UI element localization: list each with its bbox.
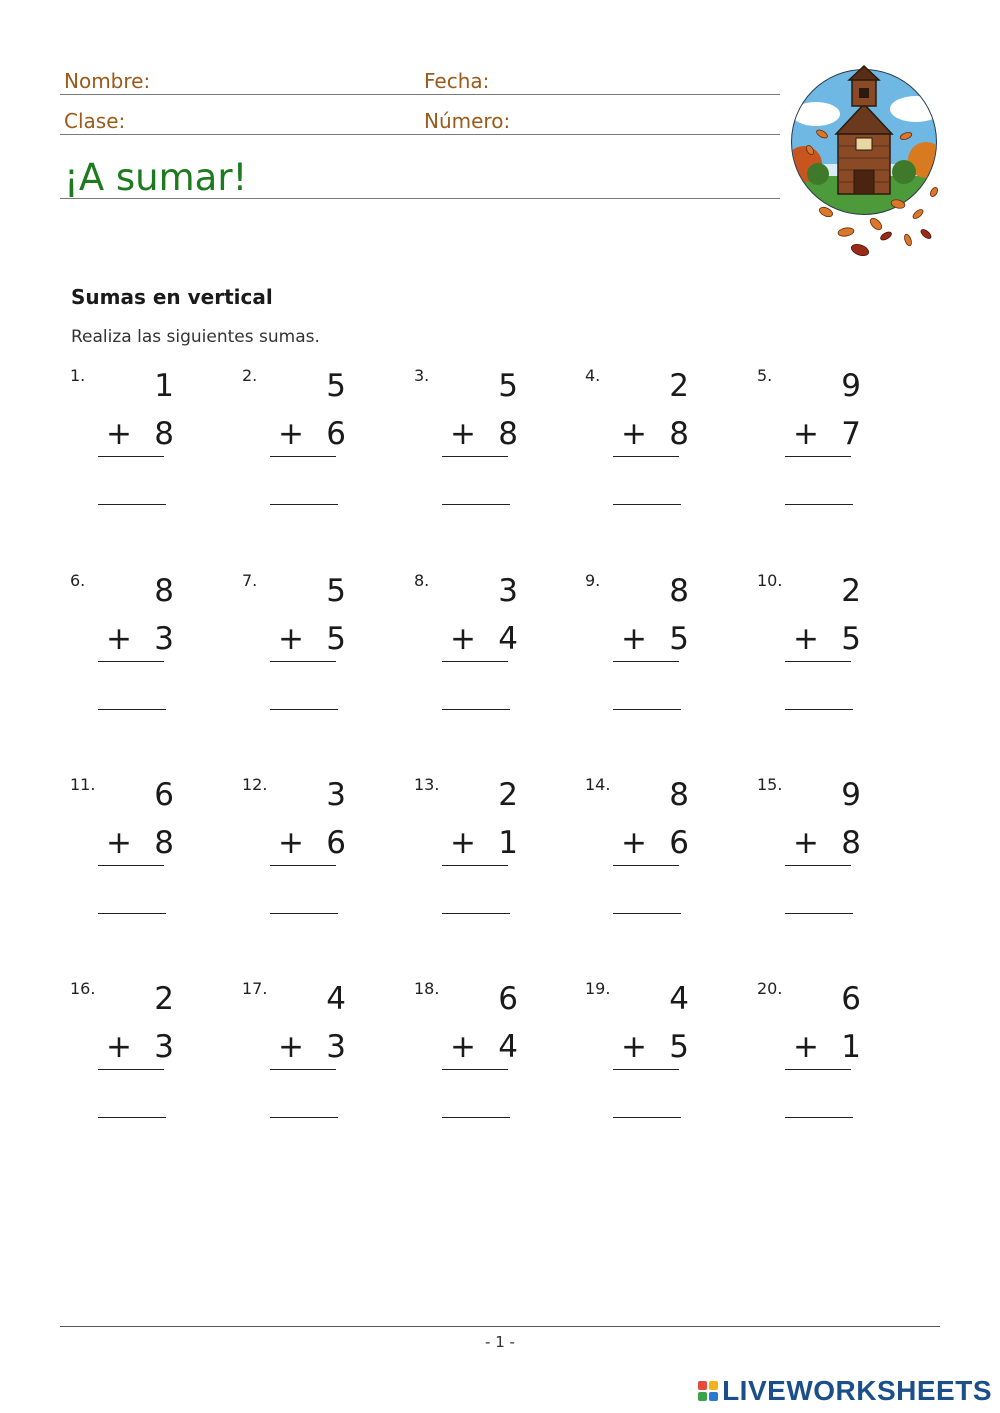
- second-addend: 3: [154, 621, 174, 657]
- second-addend-row: [793, 621, 861, 657]
- first-addend: 6: [498, 981, 518, 1017]
- second-addend: 8: [154, 825, 174, 861]
- second-addend: 8: [841, 825, 861, 861]
- plus-sign: +: [450, 1029, 476, 1065]
- second-addend-row: [106, 416, 174, 452]
- answer-blank[interactable]: [785, 913, 853, 914]
- problem-number: 4.: [585, 366, 601, 385]
- clase-numero-row: [60, 100, 780, 135]
- plus-sign: +: [793, 1029, 819, 1065]
- logo-grid-icon: [698, 1381, 718, 1401]
- answer-blank[interactable]: [613, 709, 681, 710]
- worksheet-title: ¡A sumar!: [64, 156, 248, 199]
- plus-sign: +: [106, 416, 132, 452]
- plus-sign: +: [278, 621, 304, 657]
- sum-line: [98, 456, 164, 457]
- problem-number: 2.: [242, 366, 258, 385]
- plus-sign: +: [278, 825, 304, 861]
- answer-blank[interactable]: [270, 504, 338, 505]
- second-addend-row: [621, 621, 689, 657]
- first-addend: 6: [154, 777, 174, 813]
- answer-blank[interactable]: [785, 504, 853, 505]
- first-addend: 8: [669, 573, 689, 609]
- second-addend-row: [450, 825, 518, 861]
- first-addend: 3: [498, 573, 518, 609]
- fecha-label: Fecha:: [424, 69, 490, 93]
- second-addend: 5: [841, 621, 861, 657]
- plus-sign: +: [621, 825, 647, 861]
- answer-blank[interactable]: [785, 709, 853, 710]
- liveworksheets-logo: [698, 1375, 992, 1407]
- problem-2: [242, 366, 346, 526]
- page-number: - 1 -: [485, 1333, 515, 1351]
- footer-divider: [60, 1326, 940, 1327]
- problem-19: [585, 979, 689, 1139]
- first-addend: 4: [669, 981, 689, 1017]
- problem-9: [585, 571, 689, 731]
- sum-line: [442, 865, 508, 866]
- second-addend-row: [106, 1029, 174, 1065]
- problem-number: 1.: [70, 366, 86, 385]
- problem-number: 19.: [585, 979, 611, 998]
- answer-blank[interactable]: [785, 1117, 853, 1118]
- second-addend: 7: [841, 416, 861, 452]
- problem-20: [757, 979, 861, 1139]
- problem-number: 16.: [70, 979, 96, 998]
- problem-3: [414, 366, 518, 526]
- second-addend-row: [106, 621, 174, 657]
- second-addend: 8: [498, 416, 518, 452]
- second-addend-row: [278, 416, 346, 452]
- sum-line: [613, 456, 679, 457]
- plus-sign: +: [621, 1029, 647, 1065]
- first-addend: 1: [154, 368, 174, 404]
- plus-sign: +: [450, 825, 476, 861]
- problem-8: [414, 571, 518, 731]
- problem-number: 20.: [757, 979, 783, 998]
- answer-blank[interactable]: [613, 913, 681, 914]
- second-addend-row: [621, 825, 689, 861]
- problem-6: [70, 571, 174, 731]
- second-addend: 6: [326, 825, 346, 861]
- first-addend: 4: [326, 981, 346, 1017]
- plus-sign: +: [793, 621, 819, 657]
- first-addend: 2: [154, 981, 174, 1017]
- second-addend-row: [278, 621, 346, 657]
- sum-line: [785, 661, 851, 662]
- second-addend-row: [793, 416, 861, 452]
- answer-blank[interactable]: [442, 709, 510, 710]
- first-addend: 2: [669, 368, 689, 404]
- second-addend-row: [793, 1029, 861, 1065]
- problem-number: 12.: [242, 775, 268, 794]
- sum-line: [613, 1069, 679, 1070]
- answer-blank[interactable]: [270, 1117, 338, 1118]
- second-addend: 8: [154, 416, 174, 452]
- answer-blank[interactable]: [98, 709, 166, 710]
- problem-number: 9.: [585, 571, 601, 590]
- sum-line: [785, 1069, 851, 1070]
- problem-16: [70, 979, 174, 1139]
- answer-blank[interactable]: [270, 709, 338, 710]
- problem-number: 3.: [414, 366, 430, 385]
- sum-line: [442, 456, 508, 457]
- problem-number: 10.: [757, 571, 783, 590]
- second-addend: 1: [841, 1029, 861, 1065]
- answer-blank[interactable]: [442, 913, 510, 914]
- problem-number: 13.: [414, 775, 440, 794]
- first-addend: 2: [498, 777, 518, 813]
- sum-line: [785, 865, 851, 866]
- nombre-label: Nombre:: [64, 69, 151, 93]
- clase-label: Clase:: [64, 109, 126, 133]
- plus-sign: +: [278, 1029, 304, 1065]
- schoolhouse-autumn-icon: [786, 64, 946, 264]
- problem-11: [70, 775, 174, 935]
- first-addend: 9: [841, 368, 861, 404]
- sum-line: [442, 1069, 508, 1070]
- problem-number: 17.: [242, 979, 268, 998]
- second-addend: 5: [669, 621, 689, 657]
- second-addend: 5: [669, 1029, 689, 1065]
- nombre-fecha-row: [60, 60, 780, 95]
- problem-number: 8.: [414, 571, 430, 590]
- problem-7: [242, 571, 346, 731]
- second-addend: 1: [498, 825, 518, 861]
- first-addend: 8: [154, 573, 174, 609]
- plus-sign: +: [450, 621, 476, 657]
- answer-blank[interactable]: [98, 913, 166, 914]
- problem-14: [585, 775, 689, 935]
- problem-15: [757, 775, 861, 935]
- second-addend-row: [106, 825, 174, 861]
- sum-line: [785, 456, 851, 457]
- answer-blank[interactable]: [613, 1117, 681, 1118]
- first-addend: 5: [326, 573, 346, 609]
- problem-number: 7.: [242, 571, 258, 590]
- answer-blank[interactable]: [613, 504, 681, 505]
- second-addend: 5: [326, 621, 346, 657]
- plus-sign: +: [106, 621, 132, 657]
- sum-line: [613, 661, 679, 662]
- sum-line: [98, 661, 164, 662]
- answer-blank[interactable]: [442, 1117, 510, 1118]
- sum-line: [613, 865, 679, 866]
- second-addend: 4: [498, 1029, 518, 1065]
- second-addend: 4: [498, 621, 518, 657]
- sum-line: [270, 456, 336, 457]
- sum-line: [98, 1069, 164, 1070]
- sum-line: [98, 865, 164, 866]
- first-addend: 9: [841, 777, 861, 813]
- problem-12: [242, 775, 346, 935]
- section-title: Sumas en vertical: [71, 285, 273, 309]
- answer-blank[interactable]: [270, 913, 338, 914]
- problem-number: 18.: [414, 979, 440, 998]
- answer-blank[interactable]: [442, 504, 510, 505]
- first-addend: 5: [326, 368, 346, 404]
- problem-1: [70, 366, 174, 526]
- problem-17: [242, 979, 346, 1139]
- problem-18: [414, 979, 518, 1139]
- problem-number: 5.: [757, 366, 773, 385]
- first-addend: 8: [669, 777, 689, 813]
- first-addend: 5: [498, 368, 518, 404]
- second-addend-row: [621, 416, 689, 452]
- instructions: Realiza las siguientes sumas.: [71, 327, 320, 347]
- first-addend: 2: [841, 573, 861, 609]
- second-addend-row: [621, 1029, 689, 1065]
- second-addend: 6: [669, 825, 689, 861]
- plus-sign: +: [450, 416, 476, 452]
- second-addend: 3: [154, 1029, 174, 1065]
- plus-sign: +: [106, 1029, 132, 1065]
- problem-5: [757, 366, 861, 526]
- second-addend-row: [278, 825, 346, 861]
- sum-line: [442, 661, 508, 662]
- plus-sign: +: [278, 416, 304, 452]
- second-addend: 6: [326, 416, 346, 452]
- second-addend-row: [450, 1029, 518, 1065]
- sum-line: [270, 661, 336, 662]
- second-addend-row: [450, 621, 518, 657]
- brand-text: LIVEWORKSHEETS: [722, 1375, 992, 1406]
- problem-number: 11.: [70, 775, 96, 794]
- answer-blank[interactable]: [98, 1117, 166, 1118]
- plus-sign: +: [621, 416, 647, 452]
- plus-sign: +: [793, 416, 819, 452]
- answer-blank[interactable]: [98, 504, 166, 505]
- second-addend-row: [450, 416, 518, 452]
- first-addend: 6: [841, 981, 861, 1017]
- second-addend: 8: [669, 416, 689, 452]
- first-addend: 3: [326, 777, 346, 813]
- problem-number: 15.: [757, 775, 783, 794]
- plus-sign: +: [621, 621, 647, 657]
- second-addend-row: [793, 825, 861, 861]
- second-addend: 3: [326, 1029, 346, 1065]
- problem-number: 6.: [70, 571, 86, 590]
- numero-label: Número:: [424, 109, 511, 133]
- sum-line: [270, 1069, 336, 1070]
- problem-10: [757, 571, 861, 731]
- problem-4: [585, 366, 689, 526]
- problem-number: 14.: [585, 775, 611, 794]
- problem-13: [414, 775, 518, 935]
- plus-sign: +: [106, 825, 132, 861]
- second-addend-row: [278, 1029, 346, 1065]
- plus-sign: +: [793, 825, 819, 861]
- sum-line: [270, 865, 336, 866]
